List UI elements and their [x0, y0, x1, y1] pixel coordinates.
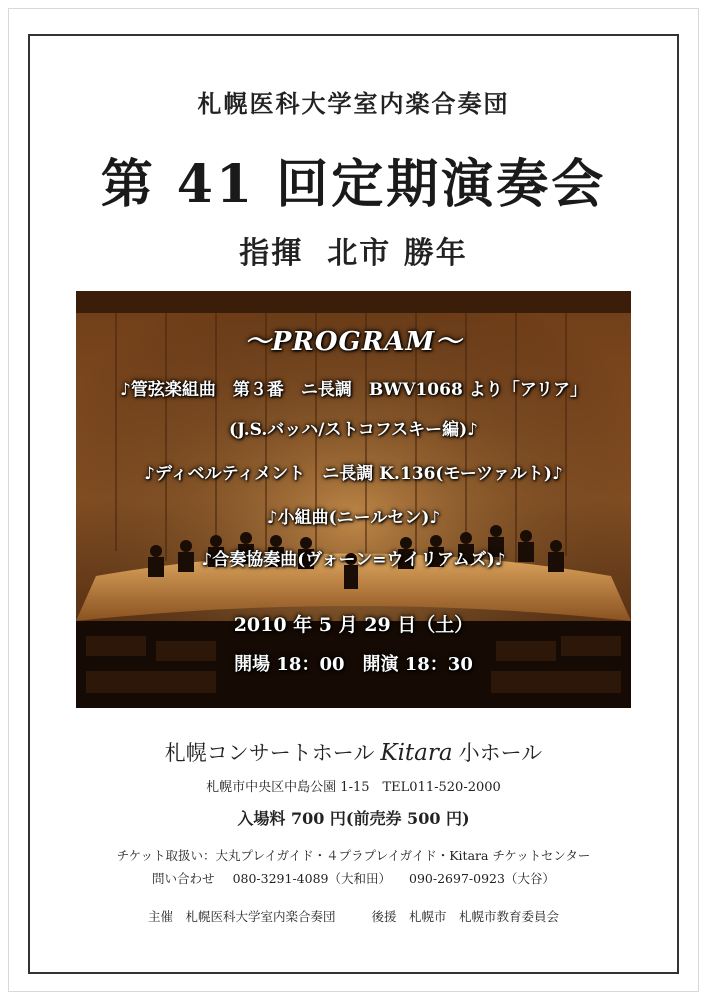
inquiry-line — [0, 869, 707, 887]
venue-name — [0, 737, 707, 767]
conductor-label: 指揮 — [239, 236, 304, 271]
program-item: ♪ディベルティメント ニ長調 K.136(モーツァルト)♪ — [144, 464, 563, 484]
venue-brand: Kitara — [380, 740, 453, 766]
program-item: ♪合奏協奏曲(ヴォーン=ウイリアムズ)♪ — [201, 550, 506, 570]
venue-address: 札幌市中央区中島公園 1-15 TEL011-520-2000 — [206, 780, 501, 795]
host-organizer: 主催 札幌医科大学室内楽合奏団 — [147, 909, 336, 924]
venue-prefix: 札幌コンサートホール — [164, 741, 375, 765]
concert-hall-photo — [76, 291, 631, 708]
admission-fee: 入場料 700 円(前売券 500 円) — [237, 809, 470, 828]
concert-title: 第 41 回定期演奏会 — [100, 154, 607, 215]
program-heading: ～PROGRAM～ — [244, 327, 463, 357]
inquiry-label: 問い合わせ — [152, 871, 215, 886]
program-item: ♪小組曲(ニールセン)♪ — [266, 508, 441, 528]
inquiry-contact-2: 090-2697-0923（大谷） — [409, 871, 555, 886]
program-item: (J.S.バッハ/ストコフスキー編)♪ — [228, 420, 479, 440]
concert-time: 開場 18：00 開演 18：30 — [234, 654, 473, 675]
sponsor-line — [0, 907, 707, 925]
concert-date: 2010 年 5 月 29 日（土） — [233, 614, 474, 636]
inquiry-contact-1: 080-3291-4089（大和田） — [232, 871, 391, 886]
ticket-outlets: チケット取扱い：大丸プレイガイド・４プラプレイガイド・Kitara チケットセンター — [116, 848, 591, 863]
organizer-name: 札幌医科大学室内楽合奏団 — [197, 89, 510, 118]
conductor-line — [0, 228, 707, 272]
conductor-name: 北市 勝年 — [327, 236, 468, 271]
supporters: 後援 札幌市 札幌市教育委員会 — [371, 909, 560, 924]
venue-suffix: 小ホール — [458, 741, 543, 765]
program-item: ♪管弦楽組曲 第３番 ニ長調 BWV1068 より「アリア」 — [119, 380, 588, 400]
